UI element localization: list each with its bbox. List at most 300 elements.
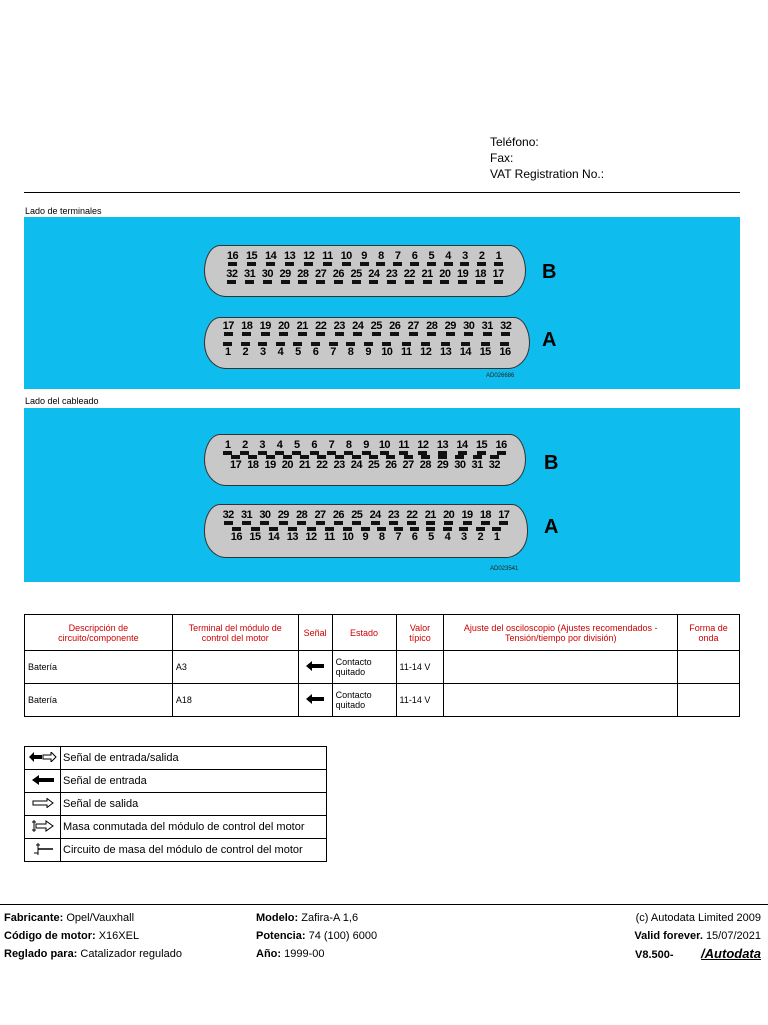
connector-pin xyxy=(376,250,385,266)
pin-number: 13 xyxy=(439,346,452,358)
pin-marker xyxy=(242,521,251,525)
pin-marker xyxy=(409,332,418,336)
copyright: (c) Autodata Limited 2009 xyxy=(635,912,761,924)
pin-number: 4 xyxy=(445,250,451,262)
pin-marker xyxy=(372,332,381,336)
pin-marker xyxy=(342,262,351,266)
connector-pin xyxy=(275,439,284,455)
connector-pin xyxy=(284,250,295,266)
pin-number: 14 xyxy=(268,531,280,543)
connector-pin xyxy=(333,268,344,284)
pin-marker xyxy=(279,332,288,336)
pin-marker xyxy=(242,332,251,336)
connector-pin xyxy=(352,320,363,336)
connector-pin xyxy=(240,439,249,455)
connector-pin xyxy=(426,320,437,336)
pin-marker xyxy=(263,280,272,284)
connector-pin xyxy=(460,250,469,266)
reglado-value: Catalizador regulado xyxy=(80,948,182,960)
connector-pin xyxy=(223,342,232,358)
pin-marker xyxy=(423,280,432,284)
connector-pin xyxy=(351,268,362,284)
pin-number: 3 xyxy=(462,250,468,262)
pin-number: 31 xyxy=(244,268,256,280)
pin-number: 10 xyxy=(381,346,393,358)
pin-number: 20 xyxy=(439,268,451,280)
pin-marker xyxy=(261,332,270,336)
pin-number: 4 xyxy=(444,531,451,543)
connector-pin xyxy=(443,527,452,543)
connector-pin xyxy=(247,455,258,471)
connector-pin xyxy=(410,250,419,266)
connector-pin xyxy=(406,509,417,525)
pin-number: 16 xyxy=(495,439,507,451)
pin-number: 18 xyxy=(474,268,486,280)
connector-pin xyxy=(480,342,491,358)
pin-number: 20 xyxy=(443,509,455,521)
pin-marker xyxy=(483,332,492,336)
connector-a-terminal xyxy=(204,317,530,369)
pin-marker xyxy=(281,280,290,284)
pin-number: 11 xyxy=(400,346,412,358)
pin-number: 14 xyxy=(459,346,472,358)
pin-number: 2 xyxy=(478,250,485,262)
connector-pin xyxy=(440,342,451,358)
table-header: Ajuste del osciloscopio (Ajustes recomendados - Tensión/tiempo por división) xyxy=(444,615,678,651)
connector-pin xyxy=(227,250,238,266)
pin-marker xyxy=(446,332,455,336)
pin-marker xyxy=(477,262,486,266)
pin-marker xyxy=(427,262,436,266)
pin-number: 17 xyxy=(222,320,234,332)
terminal-cell: A3 xyxy=(172,651,298,684)
pin-marker xyxy=(440,280,449,284)
pin-number: 28 xyxy=(426,320,438,332)
connector-pin xyxy=(368,268,379,284)
connector-pin xyxy=(342,527,353,543)
contact-info xyxy=(490,134,604,182)
connector-pin xyxy=(463,320,474,336)
connector-pin xyxy=(370,509,381,525)
pin-marker xyxy=(352,521,361,525)
pin-marker xyxy=(334,280,343,284)
pin-marker xyxy=(335,332,344,336)
pin-number: 32 xyxy=(500,320,512,332)
connector-pin xyxy=(461,509,472,525)
pin-marker xyxy=(316,332,325,336)
legend-text: Circuito de masa del módulo de control del motor xyxy=(61,839,327,862)
connector-pin xyxy=(241,342,250,358)
pin-marker xyxy=(481,521,490,525)
connector-pin xyxy=(262,268,273,284)
pin-number: 29 xyxy=(444,320,456,332)
pin-number: 17 xyxy=(498,509,510,521)
connector-pin xyxy=(287,527,298,543)
pin-marker xyxy=(387,280,396,284)
connector-pin xyxy=(230,455,241,471)
pin-number: 6 xyxy=(411,531,418,543)
legend-text: Masa conmutada del módulo de control del motor xyxy=(61,816,327,839)
input-arrow-icon xyxy=(306,661,324,671)
connector-b-label: B xyxy=(544,452,559,474)
output-arrow-icon xyxy=(32,798,54,808)
pin-number: 12 xyxy=(305,531,317,543)
pin-marker xyxy=(463,521,472,525)
connector-pin xyxy=(341,250,352,266)
fax-label: Fax: xyxy=(490,151,514,165)
connector-pin xyxy=(241,320,252,336)
connector-pin xyxy=(315,320,326,336)
connector-pin xyxy=(265,250,276,266)
pin-number: 25 xyxy=(370,320,382,332)
pin-number: 23 xyxy=(386,268,398,280)
pin-number: 21 xyxy=(424,509,436,521)
pin-marker xyxy=(323,262,332,266)
connector-pin xyxy=(385,455,396,471)
pin-number: 8 xyxy=(347,346,354,358)
pin-number: 21 xyxy=(421,268,433,280)
pin-marker xyxy=(224,521,233,525)
table-header: Valor típico xyxy=(396,615,444,651)
connector-pin xyxy=(364,342,373,358)
pin-number: 15 xyxy=(245,250,258,262)
connector-pin xyxy=(388,509,399,525)
diagram-code: AD026686 xyxy=(486,373,515,379)
pin-number: 17 xyxy=(492,268,504,280)
connector-pin xyxy=(381,342,392,358)
pin-number: 2 xyxy=(477,531,484,543)
pin-number: 28 xyxy=(296,509,308,521)
connector-b-wiring xyxy=(204,434,526,486)
vat-label: VAT Registration No.: xyxy=(490,167,605,181)
pin-marker xyxy=(444,521,453,525)
pin-number: 19 xyxy=(259,320,271,332)
autodata-logo: /Autodata xyxy=(701,946,761,961)
pin-number: 3 xyxy=(260,346,266,358)
pin-number: 24 xyxy=(352,320,364,332)
pin-number: 7 xyxy=(395,531,401,543)
connector-pin xyxy=(459,527,468,543)
connector-pin xyxy=(278,320,289,336)
pin-marker xyxy=(228,262,237,266)
pin-number: 27 xyxy=(402,459,414,471)
legend-text: Señal de entrada/salida xyxy=(61,747,327,770)
connector-pin xyxy=(401,342,412,358)
pin-number: 4 xyxy=(277,346,284,358)
signal-table xyxy=(24,614,740,717)
pin-marker xyxy=(376,262,385,266)
connector-pin xyxy=(259,509,270,525)
ground-circuit-icon xyxy=(31,842,55,856)
forma-cell xyxy=(678,651,740,684)
connector-pin xyxy=(368,455,379,471)
connector-pin xyxy=(258,342,267,358)
pin-marker xyxy=(389,521,398,525)
pin-number: 31 xyxy=(471,459,483,471)
pin-number: 8 xyxy=(345,439,352,451)
pin-marker xyxy=(390,332,399,336)
signal-legend xyxy=(24,746,327,862)
valor-cell: 11-14 V xyxy=(396,684,444,717)
desc-cell: Batería xyxy=(25,684,173,717)
pin-marker xyxy=(224,332,233,336)
connector-pin xyxy=(310,439,319,455)
connector-pin xyxy=(410,527,419,543)
valid-label: Valid forever. xyxy=(634,930,703,942)
connector-pin xyxy=(389,320,400,336)
connector-a-label: A xyxy=(542,329,557,351)
connector-a-label: A xyxy=(544,516,559,538)
pin-number: 11 xyxy=(322,250,333,262)
connector-pin xyxy=(377,527,386,543)
header-divider xyxy=(24,192,740,193)
pin-number: 26 xyxy=(389,320,401,332)
connector-pin xyxy=(482,320,493,336)
pin-marker xyxy=(285,262,294,266)
pin-marker xyxy=(360,262,369,266)
connector-pin xyxy=(360,250,369,266)
legend-item xyxy=(25,793,327,816)
pin-number: 8 xyxy=(378,250,384,262)
connector-pin xyxy=(489,455,500,471)
connector-pin xyxy=(454,455,465,471)
valor-cell: 11-14 V xyxy=(396,651,444,684)
pin-marker xyxy=(407,521,416,525)
pin-number: 23 xyxy=(333,320,345,332)
connector-pin xyxy=(494,250,503,266)
connector-pin xyxy=(460,342,471,358)
signal-cell xyxy=(298,651,332,684)
pin-number: 7 xyxy=(330,346,336,358)
codigo-label: Código de motor: xyxy=(4,930,96,942)
valid-date: 15/07/2021 xyxy=(705,930,761,942)
estado-cell: Contacto quitado xyxy=(332,684,396,717)
connector-pin xyxy=(265,455,276,471)
terminal-side-label: Lado de terminales xyxy=(25,206,102,216)
ajuste-cell xyxy=(444,684,678,717)
connector-pin xyxy=(476,439,487,455)
pin-number: 1 xyxy=(224,439,231,451)
connector-pin xyxy=(316,455,327,471)
connector-pin xyxy=(498,509,509,525)
ajuste-cell xyxy=(444,651,678,684)
pin-number: 26 xyxy=(332,268,344,280)
input-arrow-icon xyxy=(32,775,54,785)
pin-number: 21 xyxy=(296,320,308,332)
pin-marker xyxy=(464,332,473,336)
pin-number: 29 xyxy=(277,509,289,521)
pin-number: 3 xyxy=(259,439,266,451)
connector-pin xyxy=(314,509,325,525)
pin-number: 25 xyxy=(368,459,380,471)
legend-item xyxy=(25,816,327,839)
connector-pin xyxy=(493,268,504,284)
connector-pin xyxy=(437,439,448,455)
pin-number: 24 xyxy=(369,509,381,521)
connector-pin xyxy=(244,268,255,284)
signal-cell xyxy=(298,684,332,717)
pin-number: 10 xyxy=(340,250,352,262)
pin-number: 1 xyxy=(224,346,231,358)
connector-pin xyxy=(226,268,237,284)
forma-cell xyxy=(678,684,740,717)
connector-pin xyxy=(477,250,486,266)
codigo-value: X16XEL xyxy=(98,930,140,942)
connector-pin xyxy=(305,527,316,543)
pin-number: 9 xyxy=(365,346,371,358)
table-header: Señal xyxy=(298,615,332,651)
pin-number: 5 xyxy=(428,250,435,262)
connector-pin xyxy=(371,320,382,336)
reglado-label: Reglado para: xyxy=(4,948,78,960)
pin-number: 11 xyxy=(324,531,335,543)
pin-number: 14 xyxy=(456,439,468,451)
pin-marker xyxy=(460,262,469,266)
pin-number: 21 xyxy=(299,459,311,471)
connector-pin xyxy=(386,268,397,284)
phone-label: Teléfono: xyxy=(490,135,539,149)
pin-number: 29 xyxy=(279,268,291,280)
pin-number: 19 xyxy=(461,509,473,521)
connector-pin xyxy=(292,439,301,455)
anio-value: 1999-00 xyxy=(284,948,325,960)
pin-number: 16 xyxy=(226,250,239,262)
connector-pin xyxy=(404,268,415,284)
table-header: Terminal del módulo de control del motor xyxy=(172,615,298,651)
pin-number: 16 xyxy=(499,346,511,358)
pin-number: 22 xyxy=(316,459,328,471)
legend-text: Señal de entrada xyxy=(61,770,327,793)
switched-ground-icon xyxy=(31,819,55,833)
pin-marker xyxy=(371,521,380,525)
pin-number: 26 xyxy=(385,459,397,471)
input-arrow-icon xyxy=(306,694,324,704)
connector-pin xyxy=(327,439,336,455)
pin-marker xyxy=(410,262,419,266)
input-output-arrow-icon xyxy=(29,752,57,762)
pin-number: 5 xyxy=(294,439,300,451)
pin-marker xyxy=(499,521,508,525)
pin-marker xyxy=(494,262,503,266)
pin-number: 1 xyxy=(493,531,500,543)
connector-pin xyxy=(297,268,308,284)
pin-number: 9 xyxy=(361,250,367,262)
connector-pin xyxy=(260,320,271,336)
connector-pin xyxy=(472,455,483,471)
legend-item xyxy=(25,747,327,770)
connector-pin xyxy=(443,509,454,525)
connector-pin xyxy=(223,509,234,525)
connector-pin xyxy=(398,439,409,455)
connector-b-label: B xyxy=(542,261,557,283)
pin-marker xyxy=(427,332,436,336)
fabricante-label: Fabricante: xyxy=(4,912,64,924)
connector-pin xyxy=(249,527,260,543)
pin-marker xyxy=(393,262,402,266)
pin-number: 13 xyxy=(284,250,296,262)
pin-number: 19 xyxy=(264,459,276,471)
vehicle-footer xyxy=(0,904,768,1025)
connector-pin xyxy=(258,439,267,455)
pin-number: 26 xyxy=(332,509,345,521)
pin-number: 32 xyxy=(222,509,234,521)
estado-cell: Contacto quitado xyxy=(332,651,396,684)
pin-number: 6 xyxy=(312,346,319,358)
connector-pin xyxy=(393,250,402,266)
pin-number: 23 xyxy=(333,459,345,471)
wiring-side-panel xyxy=(24,408,740,582)
pin-number: 20 xyxy=(281,459,293,471)
table-row xyxy=(25,684,740,717)
pin-number: 1 xyxy=(495,250,502,262)
pin-marker xyxy=(247,262,256,266)
pin-number: 10 xyxy=(378,439,391,451)
pin-marker xyxy=(494,280,503,284)
connector-pin xyxy=(408,320,419,336)
table-row xyxy=(25,651,740,684)
pin-number: 22 xyxy=(406,509,418,521)
connector-pin xyxy=(329,342,338,358)
connector-pin xyxy=(420,342,431,358)
pin-marker xyxy=(316,521,325,525)
pin-number: 28 xyxy=(419,459,431,471)
pin-number: 12 xyxy=(420,346,432,358)
modelo-label: Modelo: xyxy=(256,912,299,924)
connector-pin xyxy=(439,268,450,284)
pin-number: 27 xyxy=(314,509,326,521)
pin-marker xyxy=(227,280,236,284)
connector-pin xyxy=(417,439,428,455)
pin-number: 30 xyxy=(261,268,273,280)
pin-number: 8 xyxy=(378,531,385,543)
connector-pin xyxy=(480,509,491,525)
connector-pin xyxy=(268,527,279,543)
connector-pin xyxy=(475,268,486,284)
connector-pin xyxy=(334,320,345,336)
table-header: Estado xyxy=(332,615,396,651)
pin-number: 24 xyxy=(368,268,380,280)
pin-number: 7 xyxy=(394,250,401,262)
pin-number: 22 xyxy=(403,268,415,280)
legend-text: Señal de salida xyxy=(61,793,327,816)
terminal-cell: A18 xyxy=(172,684,298,717)
pin-marker xyxy=(298,332,307,336)
pin-number: 23 xyxy=(387,509,400,521)
pin-number: 7 xyxy=(328,439,335,451)
pin-marker xyxy=(297,521,306,525)
connector-pin xyxy=(425,509,436,525)
pin-number: 32 xyxy=(226,268,238,280)
potencia-label: Potencia: xyxy=(256,930,306,942)
pin-number: 14 xyxy=(264,250,277,262)
pin-number: 25 xyxy=(350,268,362,280)
connector-pin xyxy=(280,268,291,284)
pin-number: 18 xyxy=(247,459,259,471)
pin-number: 20 xyxy=(278,320,290,332)
connector-pin xyxy=(276,342,285,358)
pin-marker xyxy=(298,280,307,284)
connector-pin xyxy=(361,527,370,543)
connector-pin xyxy=(457,268,468,284)
pin-marker xyxy=(458,280,467,284)
pin-marker xyxy=(369,280,378,284)
pin-number: 29 xyxy=(437,459,449,471)
pin-marker xyxy=(304,262,313,266)
pin-number: 12 xyxy=(303,250,315,262)
connector-pin xyxy=(437,455,448,471)
pin-number: 31 xyxy=(481,320,493,332)
connector-pin xyxy=(403,455,414,471)
